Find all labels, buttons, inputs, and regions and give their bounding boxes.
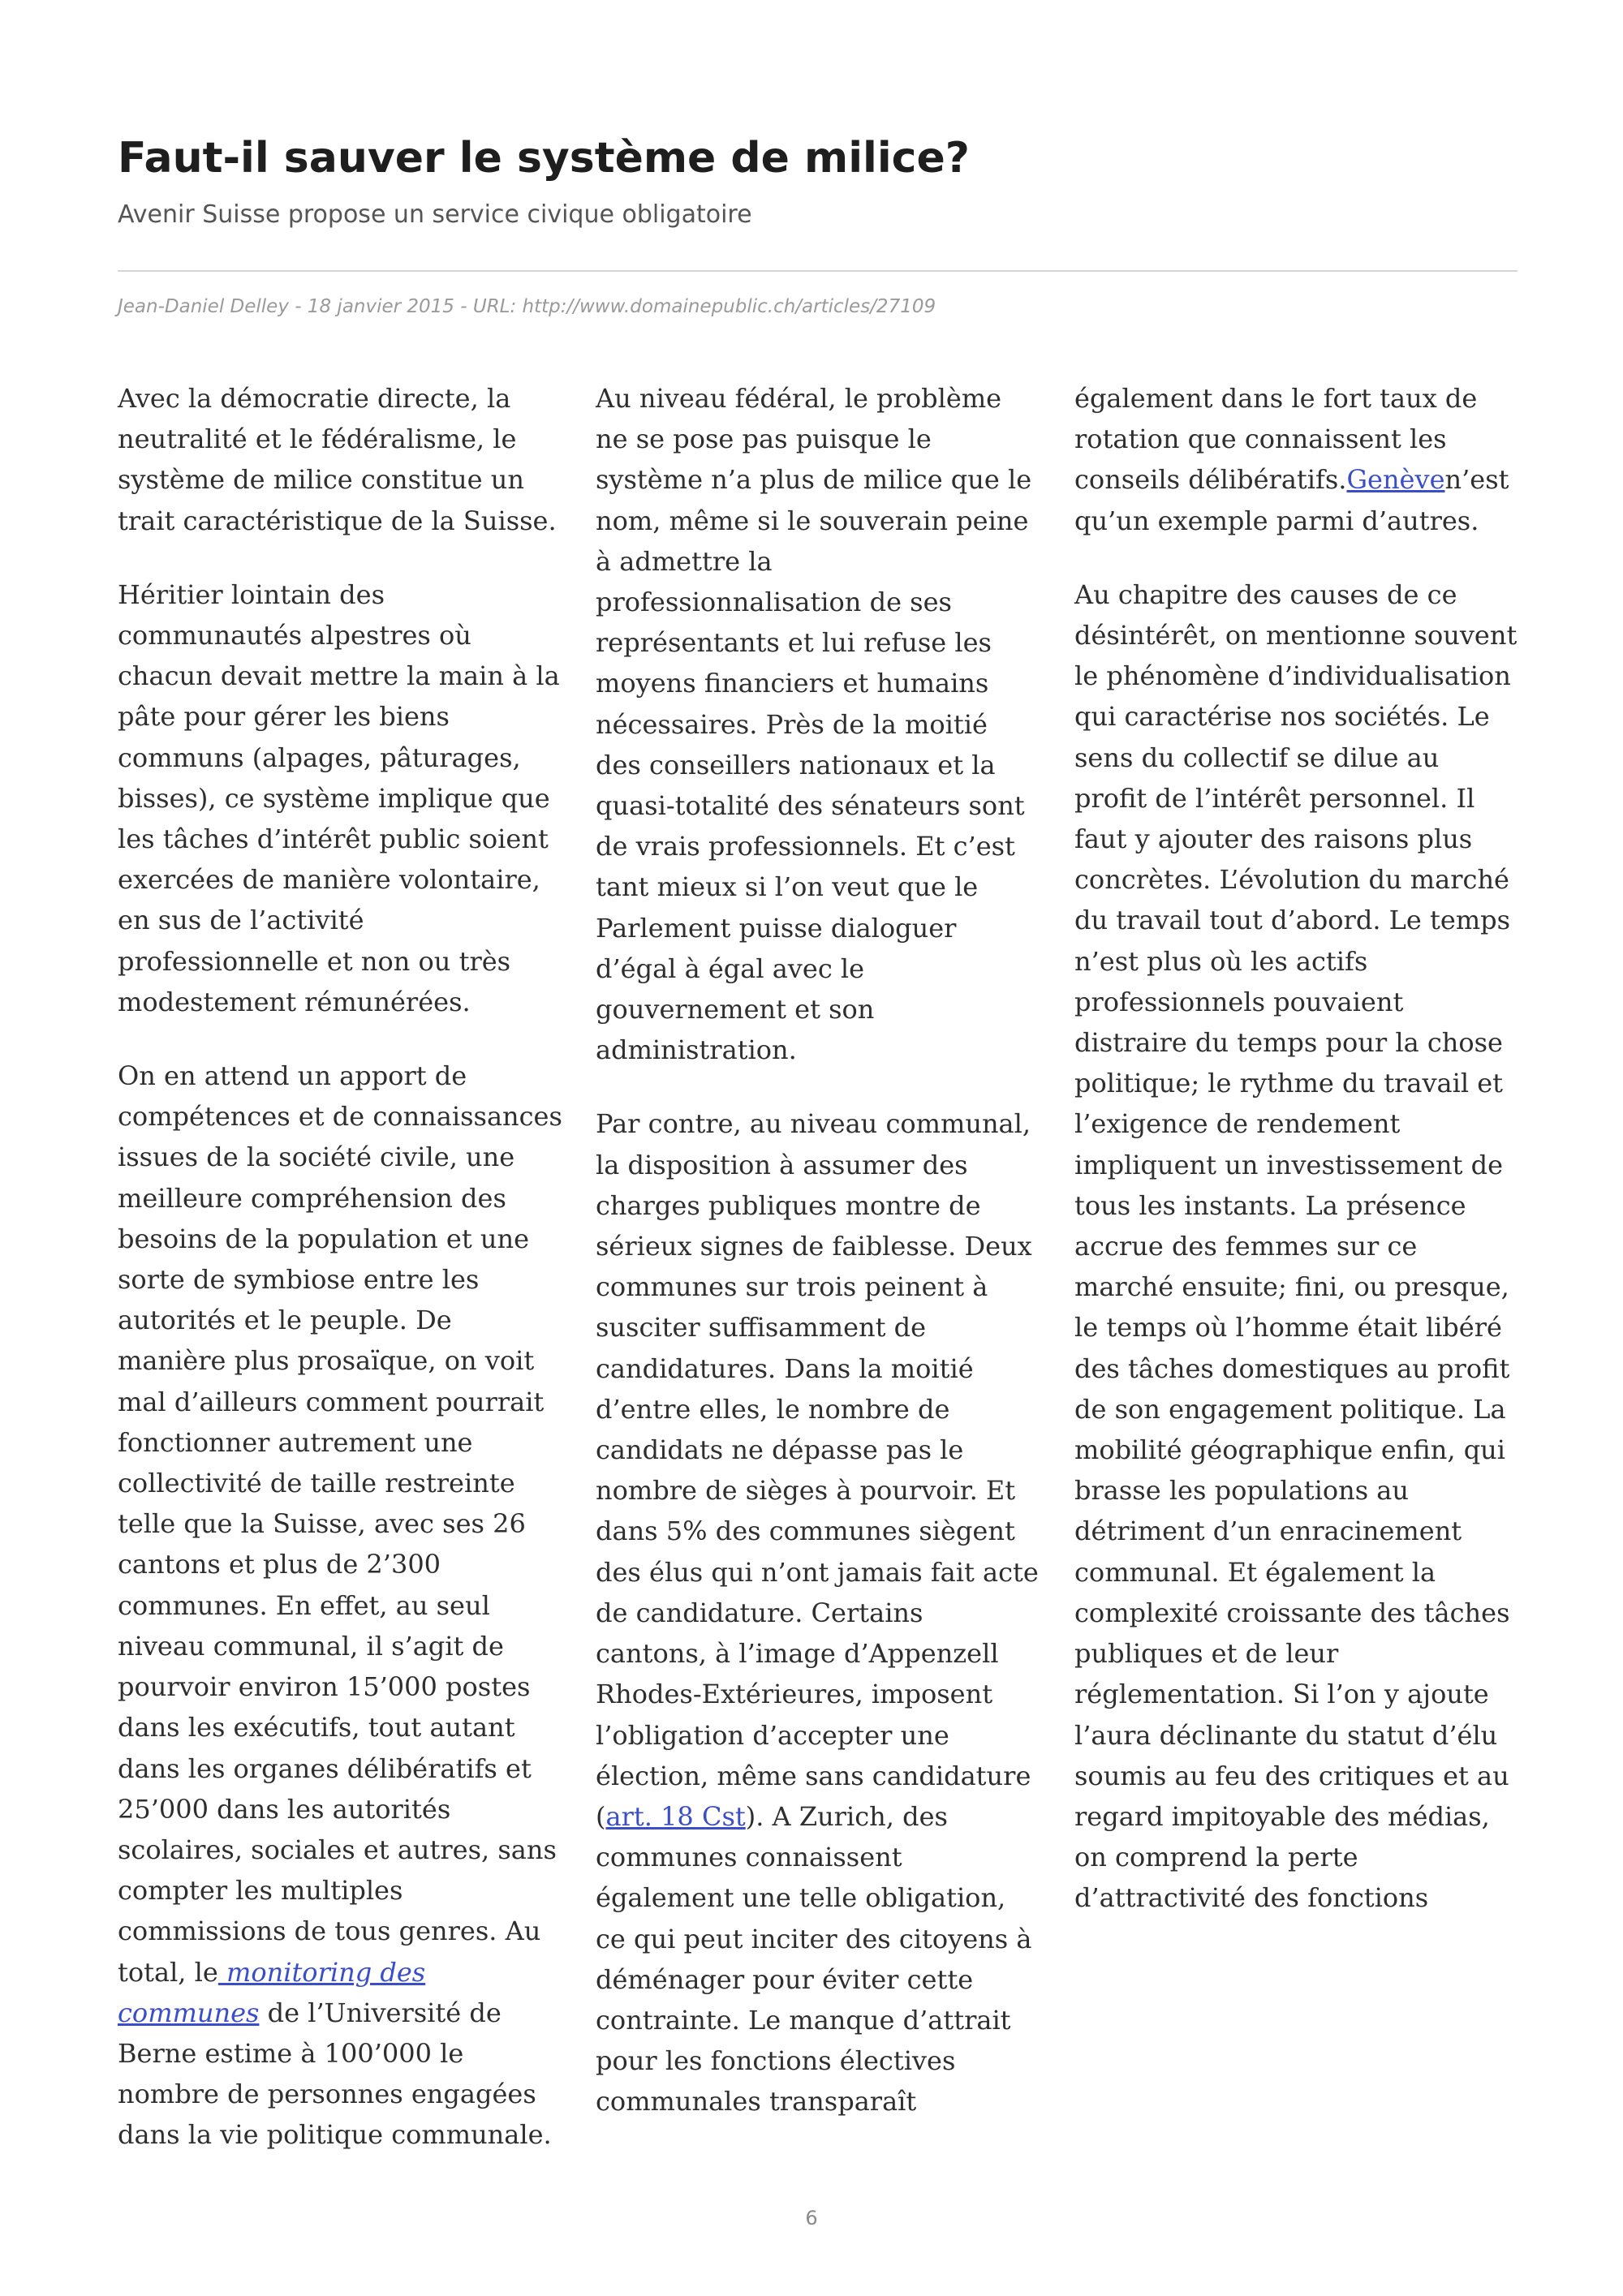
paragraph-4: Au niveau fédéral, le problème ne se pose pas puisque le système n’a plus de milice que le nom, même si le souverain peine à admettre la professionnalisation de ses représentants et lui refuse les moyens financiers et humains nécessaires. Près de la moitié des conseillers nationaux et la quasi-totalité des sénateurs sont de vrais professionnels. Et c’est tant mieux si l’on veut que le Parlement puisse dialoguer d’égal à égal avec le gouvernement et son administration.	[596, 383, 1032, 1066]
text-column-2	[596, 378, 1040, 2156]
paragraph-6: Au chapitre des causes de ce désintérêt, on mentionne souvent le phénomène d’individualisation qui caractérise nos sociétés. Le sens du collectif se dilue au profit de l’intérêt personnel. Il faut y ajouter des raisons plus concrètes. L’évolution du marché du travail tout d’abord. Le temps n’est plus où les actifs professionnels pouvaient distraire du temps pour la chose politique; le rythme du travail et l’exigence de rendement impliquent un investissement de tous les instants. La présence accrue des femmes sur ce marché ensuite; fini, ou presque, le temps où l’homme était libéré des tâches domestiques au profit de son engagement politique. La mobilité géographique enfin, qui brasse les populations au détriment d’un enracinement communal. Et également la complexité croissante des tâches publiques et de leur réglementation. Si l’on y ajoute l’aura déclinante du statut d’élu soumis au feu des critiques et au regard impitoyable des médias, on comprend la perte d’attractivité des fonctions	[1074, 578, 1518, 1914]
art-18-cst-link[interactable]: art. 18 Cst	[605, 1800, 746, 1832]
paragraph-5	[596, 1103, 1040, 2122]
paragraph-5-text-before: Par contre, au niveau communal, la disposition à assumer des charges publiques montre de sérieux signes de faiblesse. Deux communes sur trois peinent à susciter suffisamment de candidatures. Dans la moitié d’entre elles, le nombre de candidats ne dépasse pas le nombre de sièges à pourvoir. Et dans 5% des communes siègent des élus qui n’ont jamais fait acte de candidature. Certains cantons, à l’image d’Appenzell Rhodes-Extérieures, imposent l’obligation d’accepter une élection, même sans candidature (	[596, 1108, 1039, 1832]
article-subtitle: Avenir Suisse propose un service civique obligatoire	[118, 200, 752, 229]
paragraph-5-text-after: ). A Zurich, des communes connaissent également une telle obligation, ce qui peut inciter des citoyens à déménager pour éviter cette contrainte. Le manque d’attrait pour les fonctions électives communales transparaît	[596, 1800, 1032, 2118]
article-meta: Jean-Daniel Delley - 18 janvier 2015 - URL: http://www.domainepublic.ch/articles/27109	[118, 296, 936, 317]
text-column-1	[118, 378, 562, 2189]
geneve-link-continued[interactable]: Genève	[1346, 464, 1445, 496]
paragraph-3	[118, 1056, 562, 2155]
monitoring-communes-link[interactable]: monitoring des communes	[118, 1956, 426, 2028]
page-number: 6	[805, 2207, 818, 2229]
paragraph-5-continued	[1074, 378, 1519, 541]
header-divider	[118, 270, 1518, 272]
paragraph-3-text-after: de l’Université de Berne estime à 100’000 le nombre de personnes engagées dans la vie politique communale.	[118, 1997, 552, 2151]
paragraph-5-text-after-continued: également dans le fort taux de rotation que connaissent les conseils délibératifs.	[1074, 383, 1478, 496]
text-column-3	[1074, 378, 1519, 1952]
paragraph-1: Avec la démocratie directe, la neutralité et le fédéralisme, le système de milice constitue un trait caractéristique de la Suisse.	[118, 383, 557, 536]
paragraph-2: Héritier lointain des communautés alpestres où chacun devait mettre la main à la pâte pour gérer les biens communs (alpages, pâturages, bisses), ce système implique que les tâches d’intérêt public soient exercées de manière volontaire, en sus de l’activité professionnelle et non ou très modestement rémunérées.	[118, 578, 560, 1017]
article-title: Faut-il sauver le système de milice?	[118, 134, 970, 183]
paragraph-3-text-before: On en attend un apport de compétences et de connaissances issues de la société civile, une meilleure compréhension des besoins de la population et une sorte de symbiose entre les autorités et le peuple. De manière plus prosaïque, on voit mal d’ailleurs comment pourrait fonctionner autrement une collectivité de taille restreinte telle que la Suisse, avec ses 26 cantons et plus de 2’300 communes. En effet, au seul niveau communal, il s’agit de pourvoir environ 15’000 postes dans les exécutifs, tout autant dans les organes délibératifs et 25’000 dans les autorités scolaires, sociales et autres, sans compter les multiples commissions de tous genres. Au total, le	[118, 1060, 562, 1988]
paragraph-5-text-end-continued: n’est qu’un exemple parmi d’autres.	[1074, 464, 1509, 536]
